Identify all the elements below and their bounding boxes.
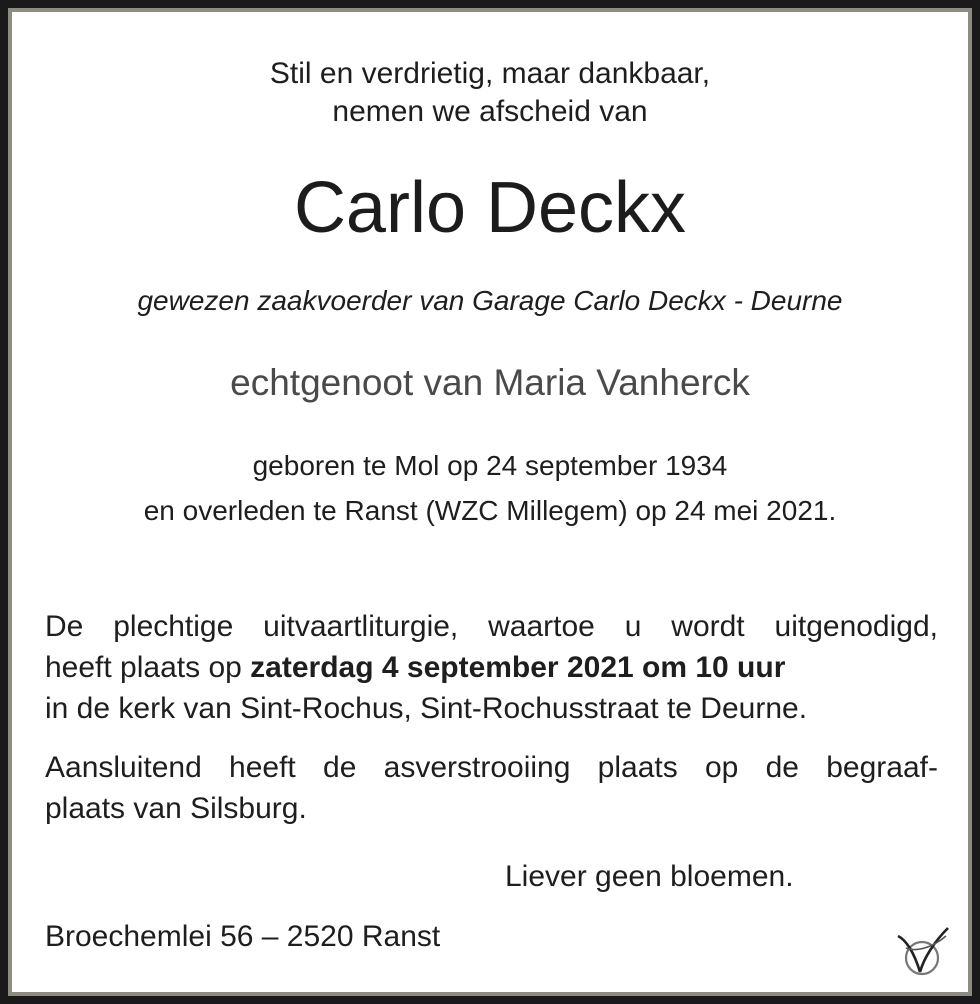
funeral-line-2 [45, 647, 938, 688]
deceased-name: Carlo Deckx [293, 168, 687, 248]
funeral-emblem-icon [892, 922, 952, 982]
funeral-paragraph [45, 606, 938, 729]
funeral-line-2-prefix: heeft plaats op [45, 651, 251, 684]
family-address: Broechemlei 56 – 2520 Ranst [45, 920, 441, 953]
scattering-line-2: plaats van Silsburg. [45, 792, 307, 825]
birth-line: geboren te Mol op 24 september 1934 [252, 450, 728, 481]
former-occupation: gewezen zaakvoerder van Garage Carlo Deckx - Deurne [137, 285, 843, 316]
intro-line-2: nemen we afscheid van [332, 95, 648, 128]
funeral-date-time: zaterdag 4 september 2021 om 10 uur [250, 651, 786, 684]
death-line: en overleden te Ranst (WZC Millegem) op 24 mei 2021. [143, 495, 837, 526]
scattering-line-1: Aansluitend heeft de asverstrooiing plaats op de begraaf- [45, 751, 938, 784]
intro-line-1: Stil en verdrietig, maar dankbaar, [269, 57, 711, 90]
funeral-line-1: De plechtige uitvaartliturgie, waartoe u wordt uitgenodigd, [45, 610, 938, 643]
spouse-line: echtgenoot van Maria Vanherck [230, 362, 750, 403]
funeral-line-3: in de kerk van Sint-Rochus, Sint-Rochusstraat te Deurne. [45, 692, 808, 725]
no-flowers-note: Liever geen bloemen. [505, 860, 794, 893]
scattering-paragraph [45, 747, 938, 829]
